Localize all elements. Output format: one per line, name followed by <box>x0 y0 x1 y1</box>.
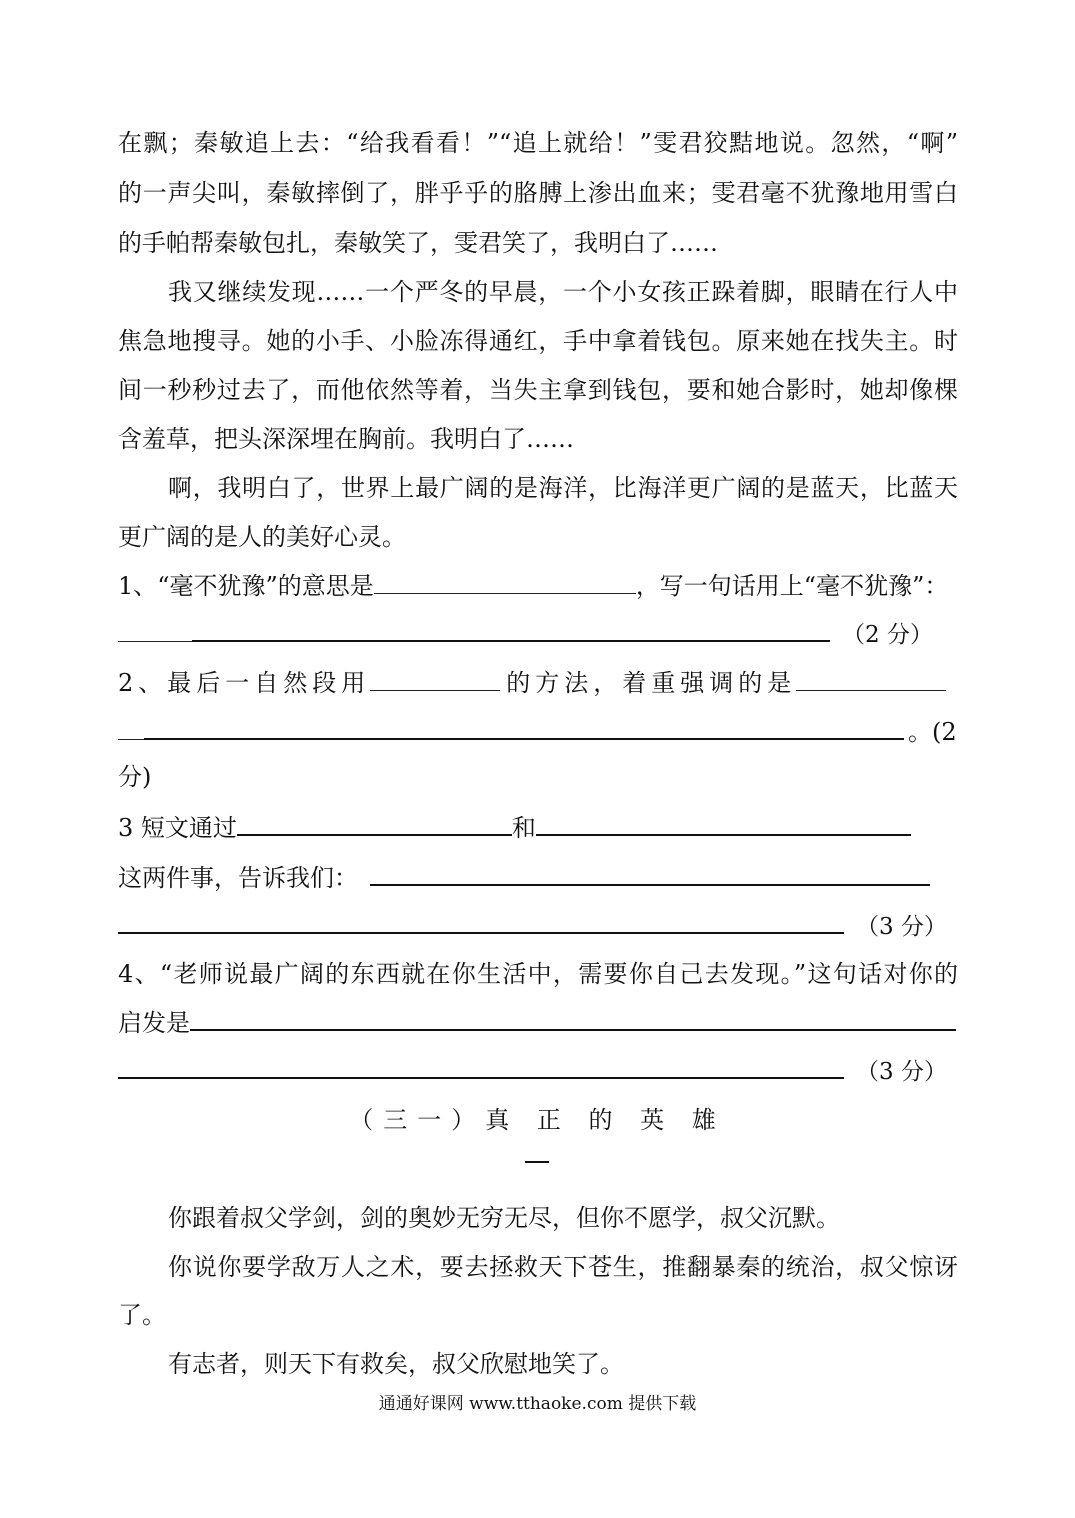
question-2-answer-line <box>118 716 958 748</box>
answer-blank[interactable] <box>144 738 904 740</box>
answer-blank[interactable] <box>118 739 144 740</box>
page-footer: 通通好课网 www.tthaoke.com 提供下载 <box>378 1394 697 1414</box>
question-2-prompt-2: 的方法，着重强调的是 <box>506 669 797 697</box>
question-1 <box>118 570 958 602</box>
passage-line: 的一声尖叫，秦敏摔倒了，胖乎乎的胳膊上渗出血来；雯君毫不犹豫地用雪白 <box>118 179 958 207</box>
story-line: 你说你要学敌万人之术，要去拯救天下苍生，推翻暴秦的统治，叔父惊讶 <box>168 1253 958 1281</box>
question-2-prompt: 2、最后一自然段用 <box>118 669 371 697</box>
answer-blank[interactable] <box>237 834 512 836</box>
answer-blank[interactable] <box>192 640 830 642</box>
question-3-prompt: 3 短文通过 <box>118 814 237 842</box>
story-line: 了。 <box>118 1301 166 1329</box>
question-2-end: 。(2 <box>908 718 957 746</box>
question-3 <box>118 812 958 844</box>
question-4-line-2 <box>118 1007 958 1039</box>
question-1-prompt-2: ，写一句话用上“毫不犹豫”： <box>635 572 949 600</box>
question-3-answer-line <box>118 910 958 943</box>
score-label: 分) <box>118 763 152 791</box>
question-3-line-2 <box>118 862 958 894</box>
question-1-answer-line <box>118 618 958 651</box>
answer-blank[interactable] <box>374 593 636 594</box>
answer-blank[interactable] <box>118 641 192 642</box>
answer-blank[interactable] <box>370 690 500 691</box>
passage-line: 的手帕帮秦敏包扎，秦敏笑了，雯君笑了，我明白了…… <box>118 229 718 257</box>
question-4: 4、“老师说最广阔的东西就在你生活中，需要你自己去发现。”这句话对你的 <box>118 960 958 988</box>
section-divider <box>525 1161 549 1163</box>
answer-blank[interactable] <box>118 1077 844 1079</box>
score-label: （2 分） <box>842 622 933 648</box>
question-3-and: 和 <box>511 814 536 842</box>
passage-line: 间一秒秒过去了，而他依然等着，当失主拿到钱包，要和她合影时，她却像棵 <box>118 376 958 404</box>
passage-line: 我又继续发现……一个严冬的早晨，一个小女孩正跺着脚，眼睛在行人中 <box>168 278 958 306</box>
answer-blank[interactable] <box>796 690 946 691</box>
question-1-prompt: 1、“毫不犹豫”的意思是 <box>118 572 374 600</box>
passage-line: 更广阔的是人的美好心灵。 <box>118 523 406 551</box>
question-3-prompt-2: 这两件事，告诉我们： <box>118 864 358 892</box>
passage-line: 在飘；秦敏追上去：“给我看看！”“追上就给！”雯君狡黠地说。忽然，“啊” <box>118 129 958 157</box>
section-title: （三一）真 正 的 英 雄 <box>349 1106 726 1134</box>
passage-line: 焦急地搜寻。她的小手、小脸冻得通红，手中拿着钱包。原来她在找失主。时 <box>118 327 958 355</box>
question-4-answer-line <box>118 1055 958 1088</box>
score-label: （3 分） <box>856 914 947 940</box>
answer-blank[interactable] <box>536 834 911 836</box>
question-2 <box>118 667 958 699</box>
question-4-prompt: 启发是 <box>118 1009 190 1037</box>
story-line: 你跟着叔父学剑，剑的奥妙无穷无尽，但你不愿学，叔父沉默。 <box>168 1204 840 1232</box>
answer-blank[interactable] <box>118 932 844 934</box>
answer-blank[interactable] <box>370 884 930 886</box>
score-label: （3 分） <box>856 1059 947 1085</box>
passage-line: 啊，我明白了，世界上最广阔的是海洋，比海洋更广阔的是蓝天，比蓝天 <box>168 474 958 502</box>
passage-line: 含羞草，把头深深埋在胸前。我明白了…… <box>118 425 574 453</box>
answer-blank[interactable] <box>190 1029 956 1031</box>
story-line: 有志者，则天下有救矣，叔父欣慰地笑了。 <box>168 1350 624 1378</box>
